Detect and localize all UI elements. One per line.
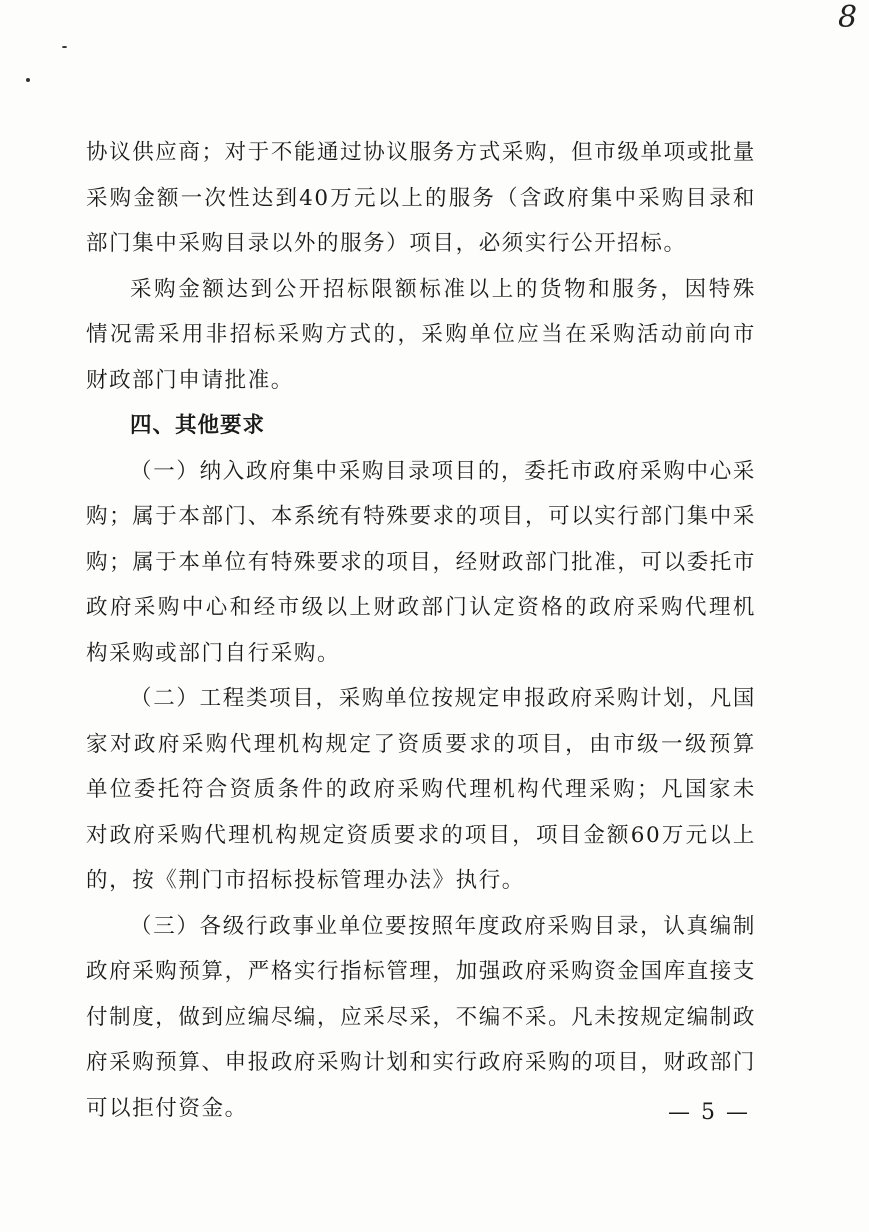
text-line: 付制度，做到应编尽编，应采尽采，不编不采。凡未按规定编制政 (86, 1004, 756, 1030)
scan-speck (26, 78, 30, 82)
text-line: 政府采购中心和经市级以上财政部门认定资格的政府采购代理机 (86, 595, 756, 620)
scan-speck (62, 46, 67, 48)
page-number: — 5 — (668, 1100, 750, 1125)
text-line: （三）各级行政事业单位要按照年度政府采购目录，认真编制 (130, 913, 756, 939)
text-line: 可以拒付资金。 (86, 1095, 248, 1121)
text-line: 单位委托符合资质条件的政府采购代理机构代理采购；凡国家未 (86, 777, 756, 802)
text-line: 协议供应商；对于不能通过协议服务方式采购，但市级单项或批量 (86, 140, 756, 165)
section-heading: 四、其他要求 (130, 413, 266, 438)
handwritten-page-mark: 8 (838, 0, 858, 35)
text-line: （二）工程类项目，采购单位按规定申报政府采购计划，凡国 (130, 686, 756, 711)
text-line: （一）纳入政府集中采购目录项目的，委托市政府采购中心采 (130, 458, 756, 484)
text-line: 采购金额达到公开招标限额标准以上的货物和服务，因特殊 (130, 276, 756, 302)
text-line: 对政府采购代理机构规定资质要求的项目，项目金额60万元以上 (86, 822, 756, 848)
text-line: 购；属于本单位有特殊要求的项目，经财政部门批准，可以委托市 (86, 549, 756, 575)
text-line: 财政部门申请批准。 (86, 367, 294, 393)
text-line: 部门集中采购目录以外的服务）项目，必须实行公开招标。 (86, 231, 687, 256)
text-line: 购；属于本部门、本系统有特殊要求的项目，可以实行部门集中采 (86, 504, 756, 529)
text-line: 构采购或部门自行采购。 (86, 640, 341, 666)
text-line: 政府采购预算，严格实行指标管理，加强政府采购资金国库直接支 (86, 959, 756, 984)
text-line: 采购金额一次性达到40万元以上的服务（含政府集中采购目录和 (86, 185, 756, 211)
text-line: 的，按《荆门市招标投标管理办法》执行。 (86, 868, 525, 893)
text-line: 情况需采用非招标采购方式的，采购单位应当在采购活动前向市 (86, 322, 756, 347)
text-line: 家对政府采购代理机构规定了资质要求的项目，由市级一级预算 (86, 731, 756, 757)
body-text (86, 130, 756, 1131)
text-line: 府采购预算、申报政府采购计划和实行政府采购的项目，财政部门 (86, 1050, 756, 1075)
